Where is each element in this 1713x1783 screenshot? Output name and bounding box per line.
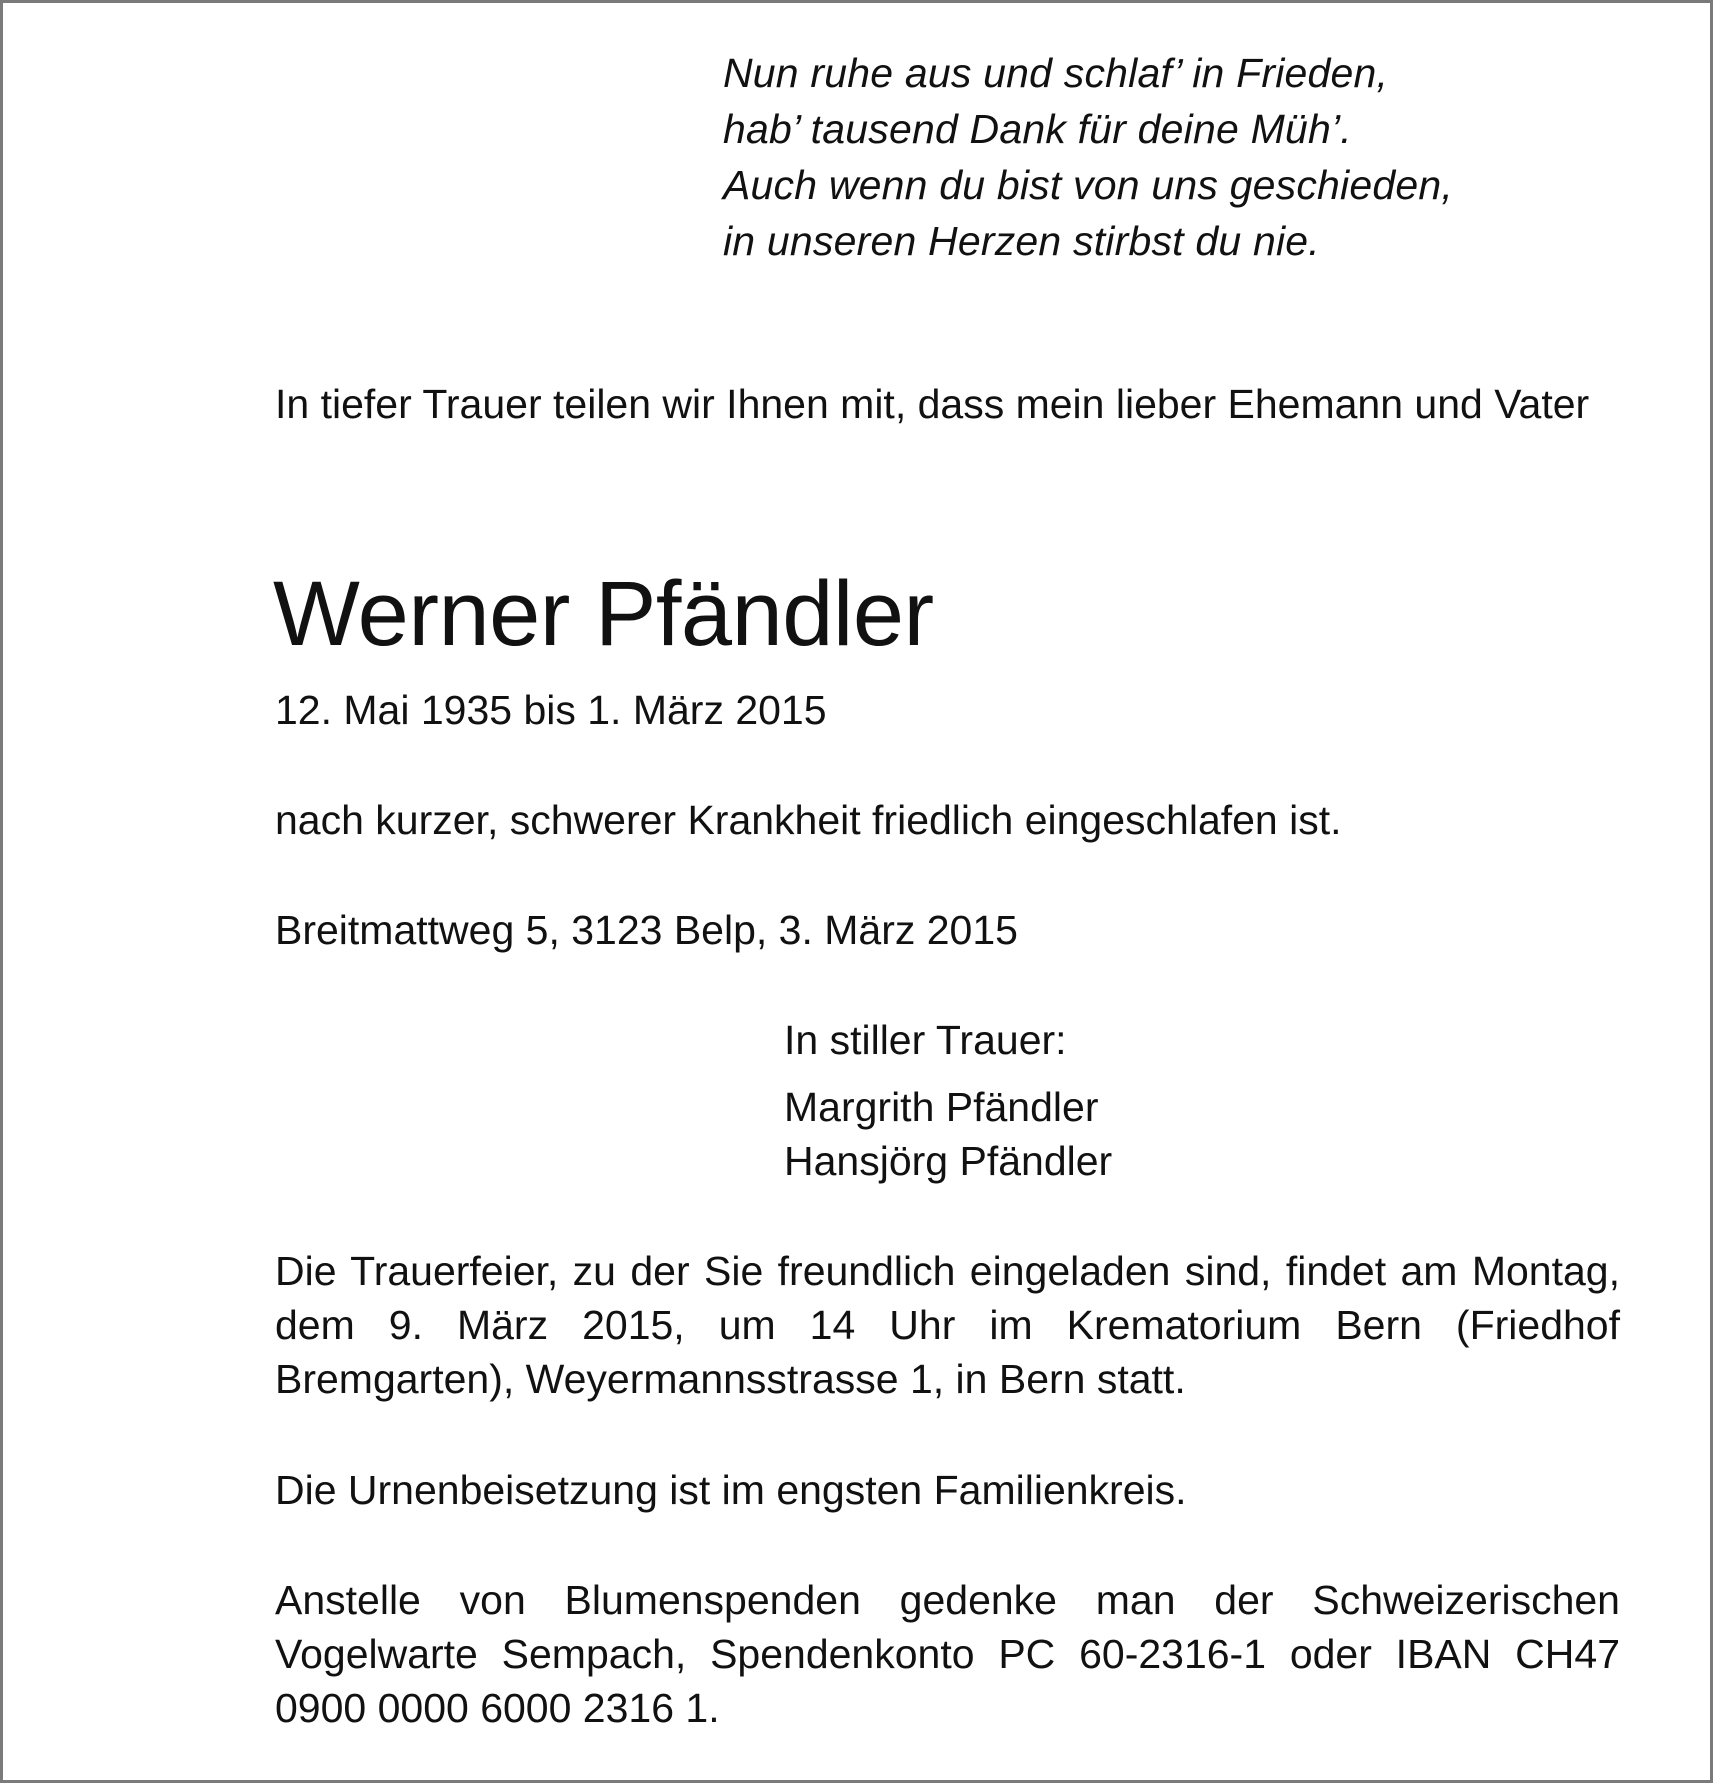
deceased-name: Werner Pfändler bbox=[273, 563, 934, 665]
mourners-list bbox=[784, 1080, 1112, 1188]
poem-line: Auch wenn du bist von uns geschieden, bbox=[723, 162, 1453, 208]
mourners-heading: In stiller Trauer: bbox=[784, 1017, 1067, 1063]
donation-notice: Anstelle von Blumenspenden gedenke man der Schweizerischen Vogelwarte Sempach, Spendenkonto PC 60-2316-1 oder IBAN CH47 0900 0000 6000 2316 1. bbox=[275, 1577, 1620, 1731]
address-date-line: Breitmattweg 5, 3123 Belp, 3. März 2015 bbox=[275, 907, 1018, 953]
mourner-name: Hansjörg Pfändler bbox=[784, 1138, 1113, 1184]
life-dates: 12. Mai 1935 bis 1. März 2015 bbox=[275, 687, 827, 733]
intro-text: In tiefer Trauer teilen wir Ihnen mit, dass mein lieber Ehemann und Vater bbox=[275, 381, 1590, 427]
poem-line: hab’ tausend Dank für deine Müh’. bbox=[723, 106, 1352, 152]
mourner-name: Margrith Pfändler bbox=[784, 1084, 1099, 1130]
poem-line: Nun ruhe aus und schlaf’ in Frieden, bbox=[723, 50, 1389, 96]
ceremony-notice: Die Trauerfeier, zu der Sie freundlich eingeladen sind, findet am Montag, dem 9. März 2015, um 14 Uhr im Krematorium Bern (Friedhof Bremgarten), Weyermannsstrasse 1, in Bern statt. bbox=[275, 1248, 1620, 1402]
passing-text: nach kurzer, schwerer Krankheit friedlich eingeschlafen ist. bbox=[275, 797, 1342, 843]
urn-notice: Die Urnenbeisetzung ist im engsten Familienkreis. bbox=[275, 1467, 1187, 1513]
memorial-poem bbox=[723, 45, 1453, 269]
poem-line: in unseren Herzen stirbst du nie. bbox=[723, 218, 1320, 264]
